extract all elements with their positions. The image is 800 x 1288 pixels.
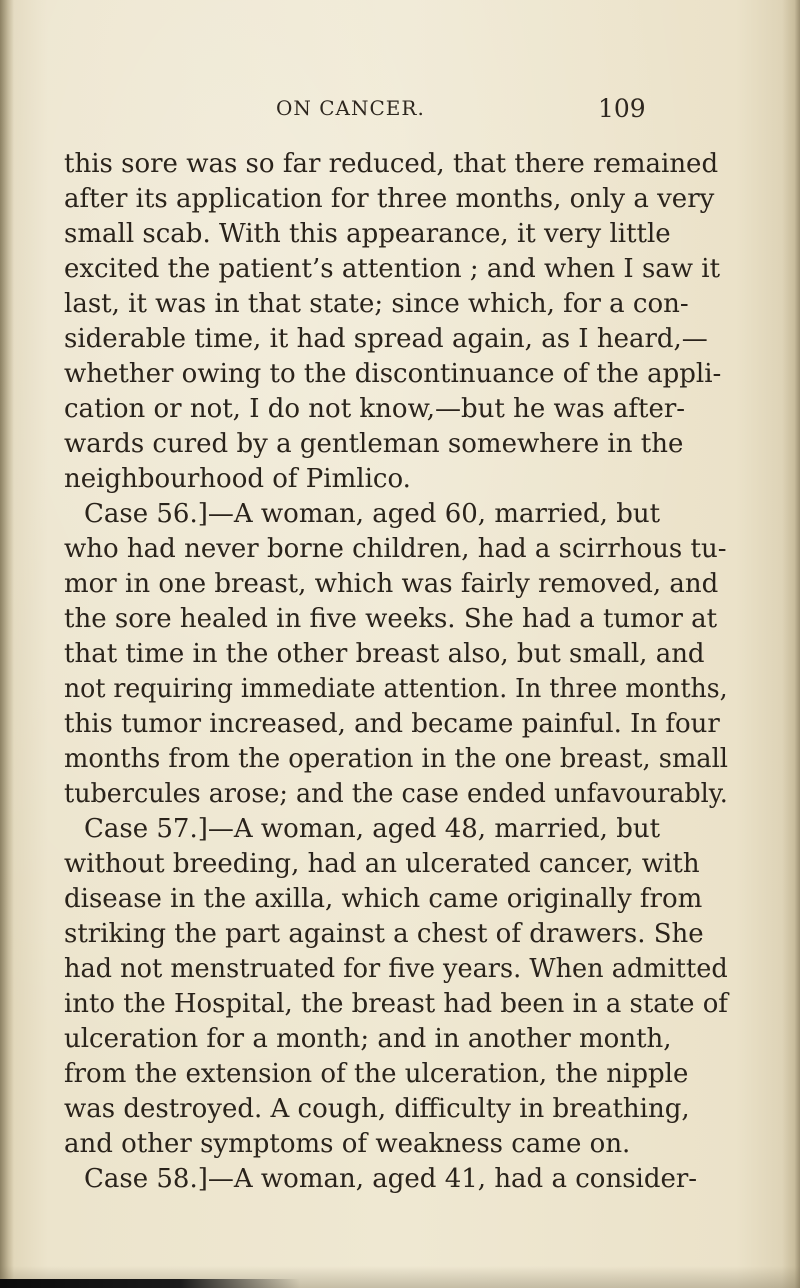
running-title: ON CANCER. xyxy=(276,96,425,120)
text-line: neighbourhood of Pimlico. xyxy=(64,464,411,494)
text-line: tubercules arose; and the case ended unfavourably. xyxy=(64,779,728,809)
text-line: was destroyed. A cough, difficulty in breathing, xyxy=(64,1094,690,1124)
text-line: mor in one breast, which was fairly removed, and xyxy=(64,569,719,599)
text-line: into the Hospital, the breast had been in a state of xyxy=(64,989,728,1019)
text-line: Case 57.]—A woman, aged 48, married, but xyxy=(84,814,661,844)
text-line: cation or not, I do not know,—but he was after- xyxy=(64,394,686,424)
text-line: who had never borne children, had a scirrhous tu- xyxy=(64,534,727,564)
text-line: this sore was so far reduced, that there remained xyxy=(64,149,719,179)
text-line: striking the part against a chest of drawers. She xyxy=(64,919,704,949)
text-line: after its application for three months, only a very xyxy=(64,184,715,214)
text-line: from the extension of the ulceration, the nipple xyxy=(64,1059,689,1089)
text-line: and other symptoms of weakness came on. xyxy=(64,1129,631,1159)
page-number: 109 xyxy=(598,94,646,123)
text-line: last, it was in that state; since which, for a con- xyxy=(64,289,689,319)
text-line: wards cured by a gentleman somewhere in the xyxy=(64,429,684,459)
text-line: Case 56.]—A woman, aged 60, married, but xyxy=(84,499,661,529)
text-line: siderable time, it had spread again, as I heard,— xyxy=(64,324,708,354)
text-line: without breeding, had an ulcerated cancer, with xyxy=(64,849,700,879)
text-line: this tumor increased, and became painful. In four xyxy=(64,709,720,739)
text-line: excited the patient’s attention ; and when I saw it xyxy=(64,254,721,284)
text-line: small scab. With this appearance, it very little xyxy=(64,219,671,249)
text-line: had not menstruated for five years. When admitted xyxy=(64,954,728,984)
text-line: whether owing to the discontinuance of the appli- xyxy=(64,359,722,389)
text-line: that time in the other breast also, but small, and xyxy=(64,639,705,669)
text-line: ulceration for a month; and in another month, xyxy=(64,1024,672,1054)
text-line: months from the operation in the one breast, small xyxy=(64,744,728,774)
text-line: not requiring immediate attention. In three months, xyxy=(64,674,728,704)
text-line: Case 58.]—A woman, aged 41, had a consider- xyxy=(84,1164,698,1194)
text-line: disease in the axilla, which came originally from xyxy=(64,884,703,914)
text-line: the sore healed in five weeks. She had a tumor at xyxy=(64,604,718,634)
